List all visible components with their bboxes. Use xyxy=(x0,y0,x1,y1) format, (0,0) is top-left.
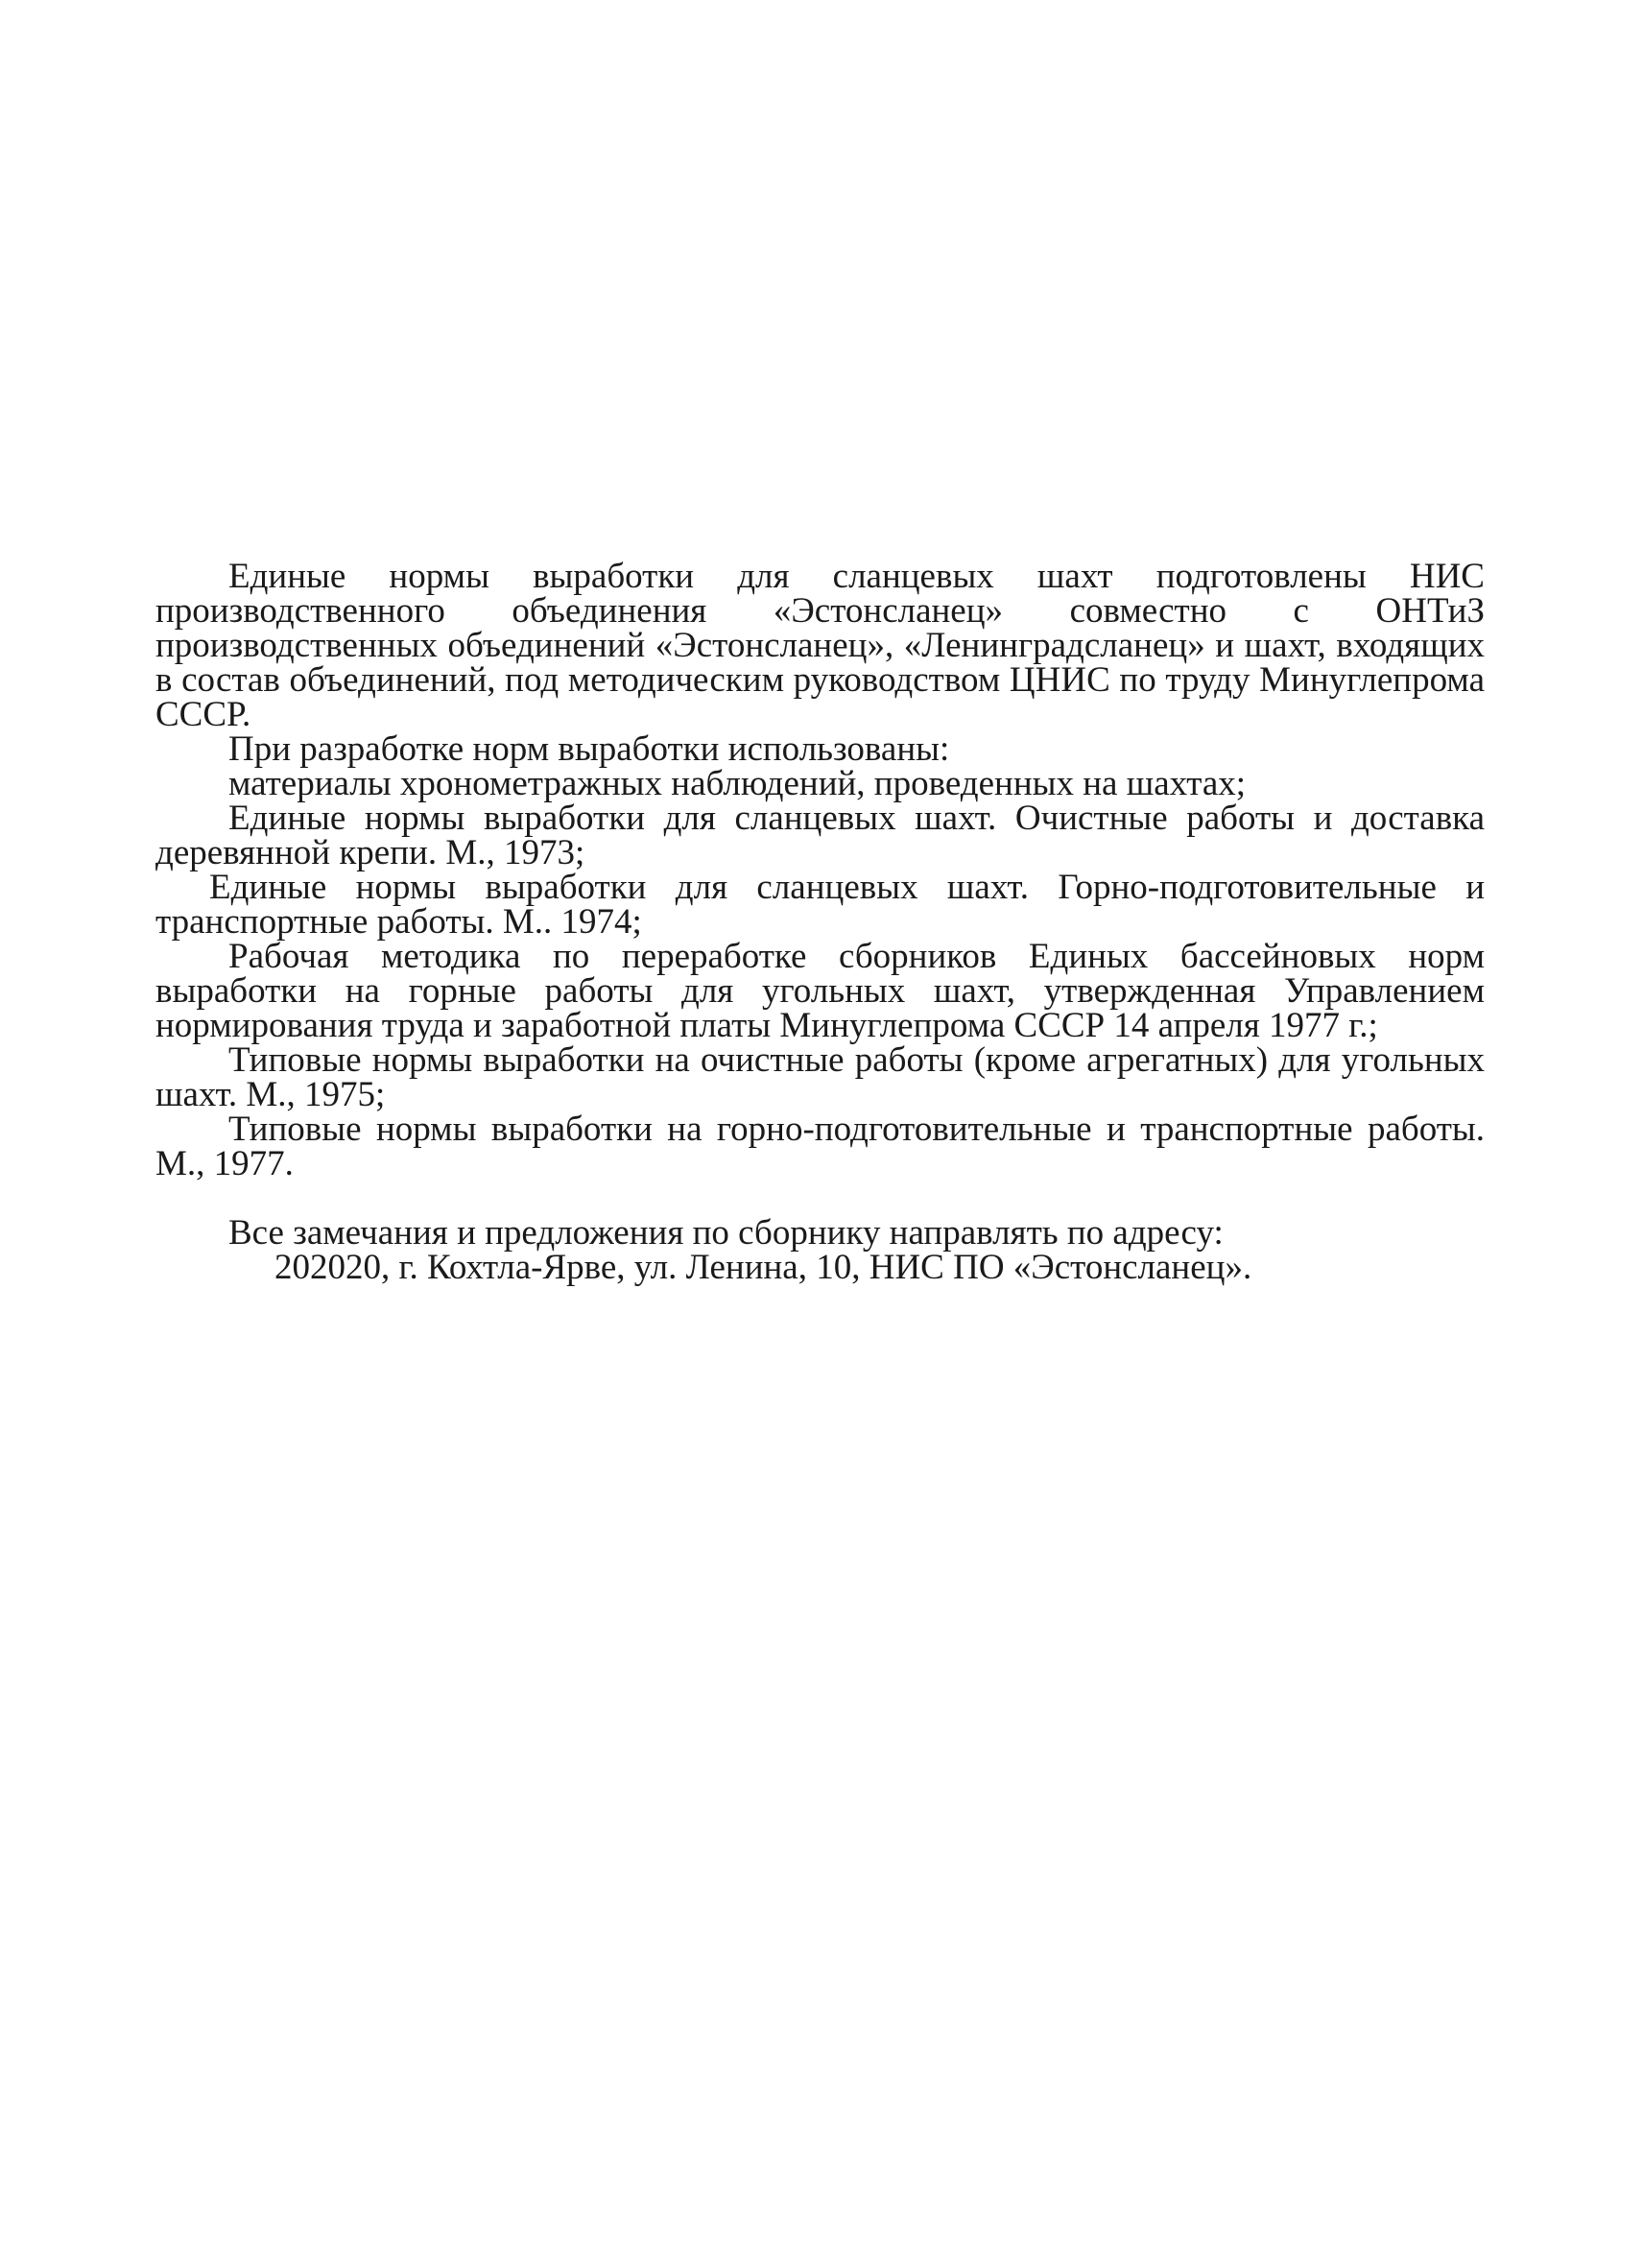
source-item: Типовые нормы выработки на горно-подготовительные и транспортные работы. М., 1977. xyxy=(155,1110,1485,1183)
source-item: Единые нормы выработки для сланцевых шахт. Горно-подготовительные и транспортные работы. М.. 1974; xyxy=(155,868,1485,942)
paragraph-spacer xyxy=(155,1182,1485,1216)
source-item: Единые нормы выработки для сланцевых шахт. Очистные работы и доставка деревянной крепи. М., 1973; xyxy=(155,799,1485,872)
source-item: материалы хронометражных наблюдений, проведенных на шахтах; xyxy=(228,764,1247,803)
document-body xyxy=(155,557,1485,1287)
contact-label: Все замечания и предложения по сборнику направлять по адресу: xyxy=(228,1213,1224,1253)
sources-heading: При разработке норм выработки использованы: xyxy=(228,729,950,769)
intro-paragraph: Единые нормы выработки для сланцевых шахт подготовлены НИС производственного объединения «Эстонсланец» совместно с ОНТиЗ производственных объединений «Эстонсланец», «Ленинградсланец» и шахт, входящих в состав объединений, под методическим руководством ЦНИС по труду Минуглепрома СССР. xyxy=(155,557,1485,734)
contact-address: 202020, г. Кохтла-Ярве, ул. Ленина, 10, НИС ПО «Эстонсланец». xyxy=(274,1248,1252,1287)
source-item: Типовые нормы выработки на очистные работы (кроме агрегатных) для угольных шахт. М., 1975; xyxy=(155,1040,1485,1114)
source-item: Рабочая методика по переработке сборников Единых бассейновых норм выработки на горные работы для угольных шахт, утвержденная Управлением нормирования труда и заработной платы Минуглепрома СССР 14 апреля 1977 г.; xyxy=(155,937,1485,1045)
